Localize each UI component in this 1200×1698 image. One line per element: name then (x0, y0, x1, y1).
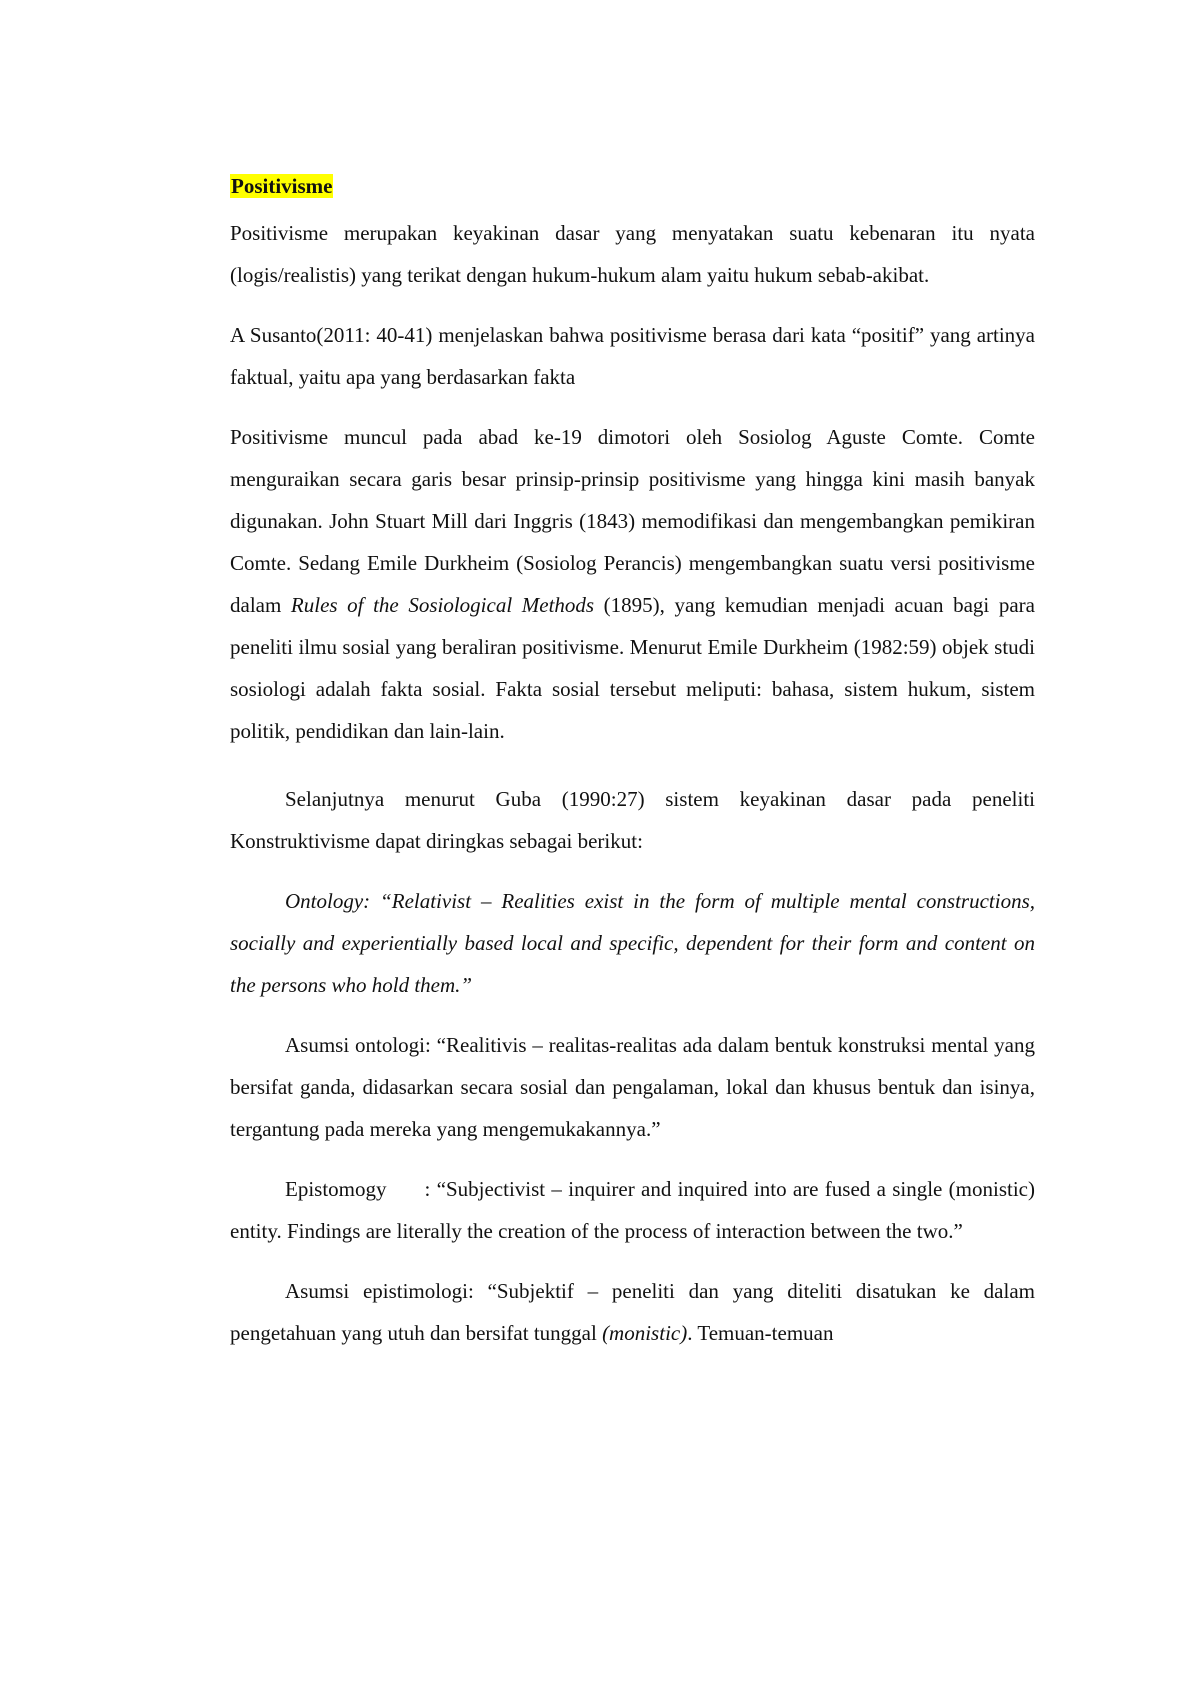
paragraph-guba: Selanjutnya menurut Guba (1990:27) sistem keyakinan dasar pada peneliti Konstruktivisme dapat diringkas sebagai berikut: (230, 787, 1035, 853)
highlighted-heading-text: Positivisme (231, 174, 333, 198)
paragraph-epistemology (230, 1168, 1035, 1252)
paragraph-history-text-1: Positivisme muncul pada abad ke-19 dimotori oleh Sosiolog Aguste Comte. Comte menguraikan secara garis besar prinsip-prinsip positivisme yang hingga kini masih banyak digunakan. John Stuart Mill dari Inggris (1843) memodifikasi dan mengembangkan pemikiran Comte. Sedang Emile Durkheim (Sosiolog Perancis) mengembangkan suatu versi positivisme dalam (230, 425, 1035, 617)
epistemology-assumption-text-2: . Temuan-temuan (687, 1321, 834, 1345)
paragraph-definition: Positivisme merupakan keyakinan dasar yang menyatakan suatu kebenaran itu nyata (logis/realistis) yang terikat dengan hukum-hukum alam yaitu hukum sebab-akibat. (230, 221, 1035, 287)
paragraph-susanto: A Susanto(2011: 40-41) menjelaskan bahwa positivisme berasa dari kata “positif” yang artinya faktual, yaitu apa yang berdasarkan fakta (230, 323, 1035, 389)
document-body (230, 170, 1035, 1372)
book-title-italic: Rules of the Sosiological Methods (290, 593, 595, 617)
section-heading (230, 170, 1035, 202)
paragraph-history-text-2: (1895), yang kemudian menjadi acuan bagi para peneliti ilmu sosial yang beraliran positivisme. Menurut Emile Durkheim (1982:59) objek studi sosiologi adalah fakta sosial. Fakta sosial tersebut meliputi: bahasa, sistem hukum, sistem politik, pendidikan dan lain-lain. (230, 593, 1035, 743)
epistemology-text: : “Subjectivist – inquirer and inquired into are fused a single (monistic) entity. Findings are literally the creation of the process of interaction between the two.” (230, 1177, 1035, 1243)
epistemology-assumption-text-1: Asumsi epistimologi: “Subjektif – peneliti dan yang diteliti disatukan ke dalam pengetahuan yang utuh dan bersifat tunggal (230, 1279, 1035, 1345)
epistemology-label: Epistomogy (285, 1177, 387, 1201)
paragraph-ontology-assumption: Asumsi ontologi: “Realitivis – realitas-realitas ada dalam bentuk konstruksi mental yang bersifat ganda, didasarkan secara sosial dan pengalaman, lokal dan khusus bentuk dan isinya, tergantung pada mereka yang mengemukakannya.” (230, 1033, 1035, 1141)
paragraph-history (230, 416, 1035, 752)
monistic-italic: (monistic) (602, 1321, 688, 1345)
paragraph-epistemology-assumption (230, 1270, 1035, 1354)
paragraph-ontology-quote: Ontology: “Relativist – Realities exist in the form of multiple mental constructions, socially and experientially based local and specific, dependent for their form and content on the persons who hold them.” (230, 889, 1035, 997)
